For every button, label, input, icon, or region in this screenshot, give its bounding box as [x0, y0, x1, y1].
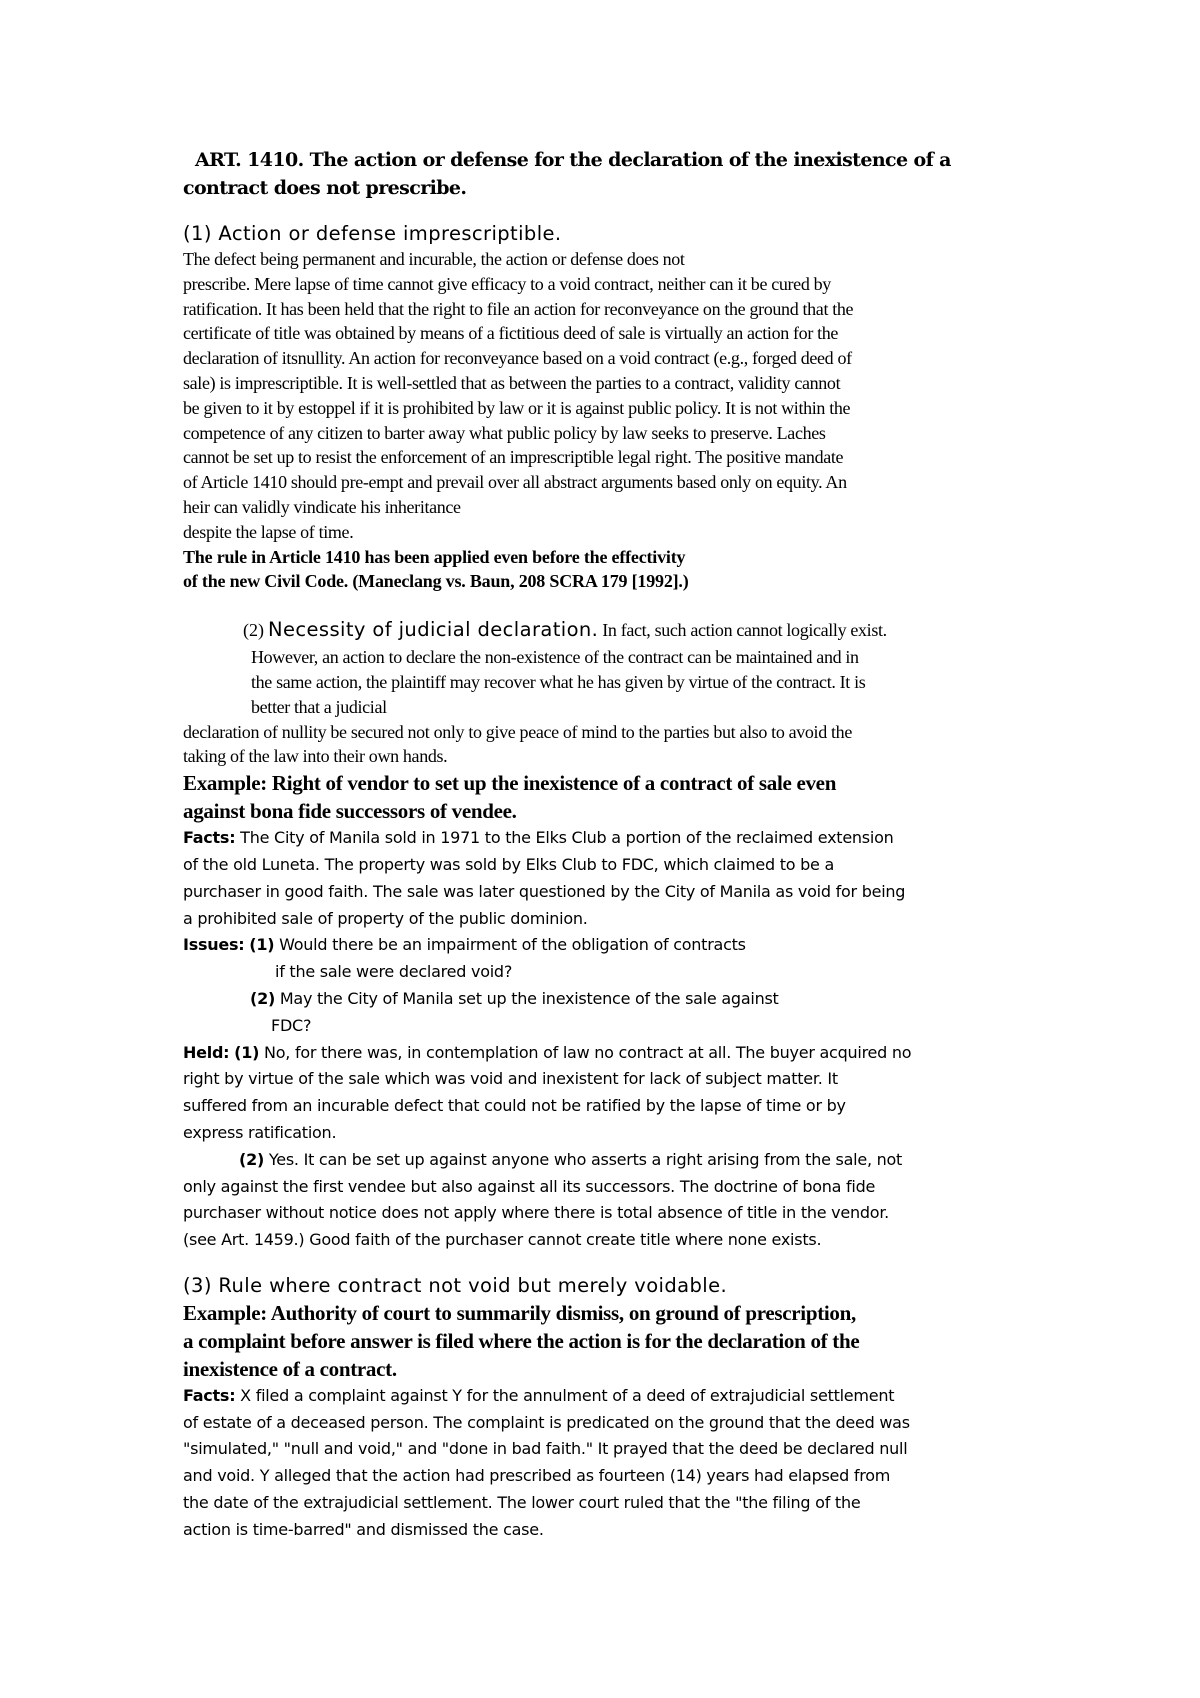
- facts-label: Facts:: [183, 828, 236, 848]
- issue1-line1: Issues: (1) Would there be an impairment of the obligation of contracts: [183, 935, 746, 955]
- section1-heading: (1) Action or defense imprescriptible.: [183, 222, 562, 245]
- issue1-number: (1): [249, 935, 275, 955]
- held2-line: only against the first vendee but also against all its successors. The doctrine of bona fide: [183, 1176, 876, 1196]
- section2-issues: [183, 932, 1050, 1039]
- section2-first-text: In fact, such action cannot logically exist.: [602, 620, 887, 641]
- section2-number: (2): [243, 620, 264, 641]
- issue2-line1: (2) May the City of Manila set up the inexistence of the sale against: [250, 988, 779, 1008]
- section3-facts-line: "simulated," "null and void," and "done in bad faith." It prayed that the deed be declared null: [183, 1439, 908, 1459]
- section2-facts: [183, 825, 1050, 932]
- held2-line: (see Art. 1459.) Good faith of the purchaser cannot create title where none exists.: [183, 1230, 822, 1250]
- section2-facts-line: a prohibited sale of property of the public dominion.: [183, 908, 588, 928]
- section1-line: sale) is imprescriptible. It is well-settled that as between the parties to a contract, validity cannot: [183, 372, 841, 393]
- section3-facts: [183, 1383, 1050, 1544]
- section3-facts-line: of estate of a deceased person. The complaint is predicated on the ground that the deed was: [183, 1412, 910, 1432]
- section1-line: heir can validly vindicate his inheritance: [183, 496, 461, 517]
- section1-line: prescribe. Mere lapse of time cannot give efficacy to a void contract, neither can it be cured by: [183, 273, 831, 294]
- article-title-line1: ART. 1410. The action or defense for the declaration of the inexistence of a: [195, 149, 951, 171]
- section1-line: be given to it by estoppel if it is prohibited by law or it is against public policy. It is not within the: [183, 397, 851, 418]
- section3-example: [183, 1299, 1050, 1383]
- section2-held: [183, 1040, 1050, 1254]
- section1-line: The defect being permanent and incurable, the action or defense does not: [183, 249, 685, 269]
- held1-line: right by virtue of the sale which was void and inexistent for lack of subject matter. It: [183, 1069, 838, 1089]
- article-title: [183, 146, 1050, 202]
- held2-number: (2): [239, 1149, 265, 1169]
- held2-line: (2) Yes. It can be set up against anyone who asserts a right arising from the sale, not: [239, 1149, 903, 1169]
- issue2-number: (2): [250, 988, 276, 1008]
- section1-line: certificate of title was obtained by means of a fictitious deed of sale is virtually an action for the: [183, 323, 839, 344]
- issues-label: Issues:: [183, 935, 245, 955]
- section1-line: ratification. It has been held that the right to file an action for reconveyance on the ground that the: [183, 298, 854, 319]
- section3-example-line: Example: Authority of court to summarily dismiss, on ground of prescription,: [183, 1300, 856, 1325]
- section3-example-line: inexistence of a contract.: [183, 1356, 397, 1381]
- section1-rule-line2: of the new Civil Code. (Maneclang vs. Baun, 208 SCRA 179 [1992].): [183, 571, 689, 592]
- section2-indented-line: However, an action to declare the non-existence of the contract can be maintained and in: [251, 647, 859, 668]
- section2-facts-line: of the old Luneta. The property was sold by Elks Club to FDC, which claimed to be a: [183, 854, 834, 874]
- section2-facts-line: Facts: The City of Manila sold in 1971 to the Elks Club a portion of the reclaimed extension: [183, 828, 894, 848]
- section1-line: cannot be set up to resist the enforcement of an imprescriptible legal right. The positive mandate: [183, 447, 844, 468]
- section2-example-line1: Example: Right of vendor to set up the inexistence of a contract of sale even: [183, 771, 837, 796]
- section1-line: declaration of itsnullity. An action for reconveyance based on a void contract (e.g., forged deed of: [183, 348, 852, 369]
- section1-rule: [183, 545, 1050, 595]
- issue2-line2: FDC?: [271, 1015, 312, 1035]
- section3-facts-line: and void. Y alleged that the action had prescribed as fourteen (14) years had elapsed from: [183, 1466, 891, 1486]
- section1-line: despite the lapse of time.: [183, 521, 354, 542]
- article-title-line2: contract does not prescribe.: [183, 177, 467, 199]
- section2-indented-line: better that a judicial: [251, 696, 387, 717]
- held1-line: suffered from an incurable defect that could not be ratified by the lapse of time or by: [183, 1096, 846, 1116]
- section2-line: declaration of nullity be secured not only to give peace of mind to the parties but also to avoid the: [183, 721, 852, 742]
- held2-line: purchaser without notice does not apply where there is total absence of title in the vendor.: [183, 1203, 890, 1223]
- section3-facts-line: action is time-barred" and dismissed the case.: [183, 1519, 544, 1539]
- section2-heading-row: [183, 616, 1050, 645]
- held1-line: Held: (1) No, for there was, in contemplation of law no contract at all. The buyer acquired no: [183, 1042, 912, 1062]
- section1-body: [183, 247, 1050, 545]
- section3-facts-line: the date of the extrajudicial settlement. The lower court ruled that the "the filing of the: [183, 1493, 861, 1513]
- section1-line: of Article 1410 should pre-empt and prevail over all abstract arguments based only on equity. An: [183, 472, 847, 493]
- section3-heading: (3) Rule where contract not void but merely voidable.: [183, 1273, 728, 1297]
- section3-example-line: a complaint before answer is filed where the action is for the declaration of the: [183, 1328, 860, 1353]
- held1-line: express ratification.: [183, 1122, 337, 1142]
- section1-line: competence of any citizen to barter away what public policy by law seeks to preserve. Laches: [183, 422, 826, 443]
- issue1-line2: if the sale were declared void?: [275, 962, 513, 982]
- section1-rule-line1: The rule in Article 1410 has been applied even before the effectivity: [183, 546, 686, 567]
- section2-indented-line: the same action, the plaintiff may recover what he has given by virtue of the contract. It is: [251, 671, 866, 692]
- section2-line: taking of the law into their own hands.: [183, 746, 448, 767]
- section2-heading: Necessity of judicial declaration.: [268, 618, 599, 642]
- held1-number: (1): [234, 1042, 260, 1062]
- section2-facts-line: purchaser in good faith. The sale was later questioned by the City of Manila as void for being: [183, 881, 906, 901]
- section2-example-line2: against bona fide successors of vendee.: [183, 799, 517, 824]
- section2-body: [183, 720, 1050, 770]
- held-label: Held:: [183, 1042, 230, 1062]
- section2-indented: [183, 645, 1050, 719]
- section3-facts-line: Facts: X filed a complaint against Y for the annulment of a deed of extrajudicial settlement: [183, 1385, 895, 1405]
- facts-label: Facts:: [183, 1385, 236, 1405]
- section2-example: [183, 769, 1050, 825]
